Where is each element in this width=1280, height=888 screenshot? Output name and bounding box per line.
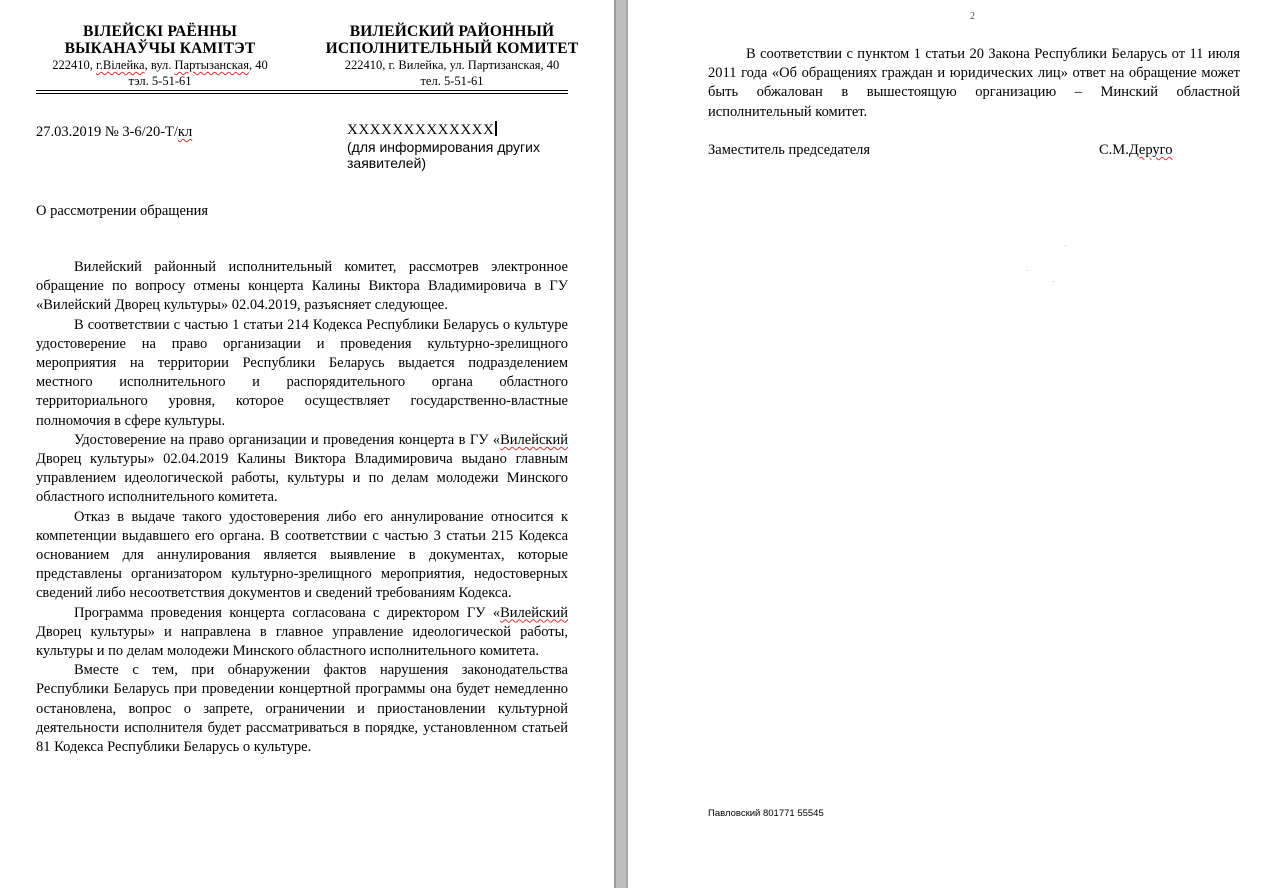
scan-speck — [1027, 270, 1028, 271]
document-reference: 27.03.2019 № 3-6/20-Т/кл — [36, 124, 193, 140]
paragraph: Вилейский районный исполнительный комитет, рассмотрев электронное обращение по вопросу отмены концерта Калины Виктора Владимировича в ГУ «Вилейский Дворец культуры» 02.04.2019, разъясняет следующее. — [36, 259, 568, 314]
executor-footer: Павловский 801771 55545 — [708, 808, 824, 819]
text-cursor — [495, 121, 497, 136]
recipient-note: (для информирования других заявителей) — [347, 139, 540, 171]
paragraph: Отказ в выдаче такого удостоверения либо его аннулирование относится к компетенции выдавшего его органа. В соответствии с частью 3 статьи 215 Кодекса основанием для аннулирования является выявление в документах, которые представлены организатором культурно-зрелищного мероприятия, недостоверных сведений либо несоответствия документов и сведений требованиям Кодекса. — [36, 508, 568, 602]
recipient-block — [347, 121, 569, 171]
scan-speck — [1053, 281, 1054, 282]
document-page-1 — [0, 0, 614, 888]
page-number: 2 — [970, 11, 975, 22]
header-rule — [36, 93, 568, 94]
org-name-line1: ВІЛЕЙСКІ РАЁННЫ — [82, 23, 237, 40]
org-address: 222410, г. Вилейка, ул. Партизанская, 40 — [344, 58, 560, 72]
paragraph: Удостоверение на право организации и проведения концерта в ГУ «Вилейский Дворец культуры» 02.04.2019 Калины Виктора Владимировича выдано главным управлением идеологической работы, культуры и по делам молодежи Минского областного исполнительного комитета. — [36, 431, 568, 506]
subject-line: О рассмотрении обращения — [36, 203, 209, 219]
letterhead-belarusian — [36, 23, 284, 89]
document-page-2 — [628, 0, 1280, 888]
signer-name: С.М.Деруго — [1099, 142, 1173, 158]
letter-body-continued — [708, 45, 1240, 122]
org-name-line2: ВЫКАНАЎЧЫ КАМІТЭТ — [64, 40, 256, 57]
paragraph: В соответствии с частью 1 статьи 214 Кодекса Республики Беларусь о культуре удостоверение на право организации и проведения культурно-зрелищного мероприятия на территории Республики Беларусь выдается подразделением местного исполнительного и распорядительного органа областного территориального уровня, которое осуществляет государственно-властные полномочия в сфере культуры. — [36, 316, 568, 429]
signer-title: Заместитель председателя — [708, 142, 871, 158]
page-edge-shadow — [614, 0, 616, 888]
recipient-name[interactable]: ХХХХХХХХХХХХХ — [347, 121, 569, 139]
paragraph: Программа проведения концерта согласована с директором ГУ «Вилейский Дворец культуры» и направлена в главное управление идеологической работы, культуры и по делам молодежи Минского областного исполнительного комитета. — [36, 604, 568, 660]
letterhead-russian — [320, 23, 584, 89]
letter-body — [36, 258, 568, 757]
org-address: 222410, г.Вілейка, вул. Партызанская, 40 — [52, 58, 268, 72]
header-rule — [36, 90, 568, 91]
org-name-line1: ВИЛЕЙСКИЙ РАЙОННЫЙ — [349, 23, 555, 40]
page-separator — [614, 0, 628, 888]
org-phone: тэл. 5-51-61 — [128, 74, 192, 88]
paragraph: Вместе с тем, при обнаружении фактов нарушения законодательства Республики Беларусь при проведении концертной программы она будет немедленно остановлена, вопрос о запрете, ограничении и приостановлении культурной деятельности исполнителя будет рассматриваться в порядке, установленном статьей 81 Кодекса Республики Беларусь о культуре. — [36, 662, 568, 756]
paragraph: В соответствии с пунктом 1 статьи 20 Закона Республики Беларусь от 11 июля 2011 года «Об обращениях граждан и юридических лиц» ответ на обращение может быть обжалован в вышестоящую организацию – Минский областной исполнительный комитет. — [708, 46, 1240, 120]
scan-speck — [1065, 245, 1066, 246]
org-name-line2: ИСПОЛНИТЕЛЬНЫЙ КОМИТЕТ — [325, 40, 579, 57]
org-phone: тел. 5-51-61 — [420, 74, 484, 88]
